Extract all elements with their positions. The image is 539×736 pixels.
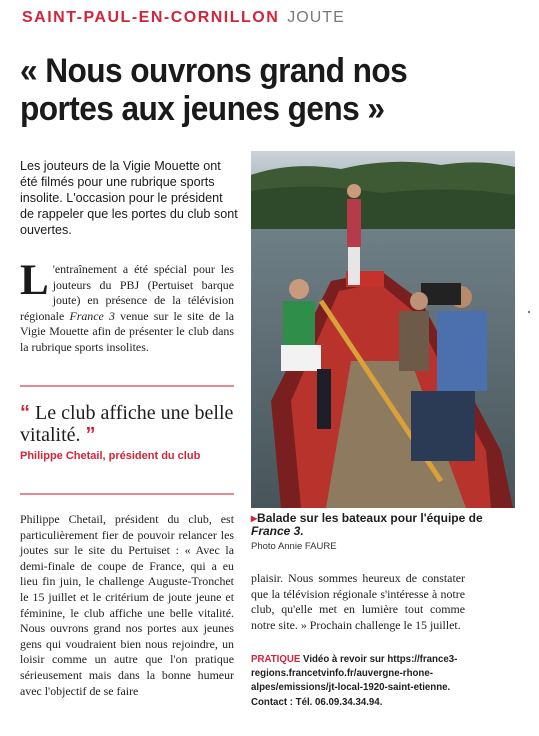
pull-quote-body (20, 402, 240, 446)
photo-boat-france3 (251, 151, 515, 508)
page-mark (528, 311, 530, 313)
photo-illustration (251, 151, 515, 508)
headline-line-1: « Nous ouvrons grand nos (20, 52, 408, 90)
divider-bottom (20, 493, 234, 495)
close-quote-mark: ” (85, 424, 96, 446)
pull-quote (20, 402, 240, 462)
paragraph-1-channel: France 3 (69, 308, 115, 323)
caption-arrow-icon: ▸ (251, 511, 258, 525)
caption-channel: France 3. (251, 524, 304, 538)
pull-quote-author: Philippe Chetail, président du club (20, 450, 201, 462)
paragraph-1-text: 'entraînement a été spécial pour les jouteurs du PBJ (Pertuiset barque joute) en présence de la télévision régionale (20, 262, 234, 323)
photo-caption (251, 512, 515, 553)
headline-line-2: portes aux jeunes gens » (20, 90, 385, 128)
lead-paragraph: Les jouteurs de la Vigie Mouette ont été filmés pour une rubrique sports insolite. L'occasion pour le président de rappeler que les portes du club sont ouvertes. (20, 159, 238, 237)
pull-quote-text: Le club affiche une belle vitalité. (20, 402, 234, 446)
body-paragraph-1 (20, 257, 234, 356)
caption-main (251, 512, 515, 538)
headline (20, 52, 490, 128)
open-quote-mark: “ (20, 402, 30, 424)
divider-top (20, 385, 234, 387)
photo-credit: Photo Annie FAURE (251, 541, 337, 552)
caption-text: Balade sur les bateaux pour l'équipe de (257, 511, 483, 525)
paragraph-1-text-after: venue sur le site de la Vigie Mouette afin de présenter le club dans la rubrique sports insolites. (20, 308, 234, 354)
drop-cap: L (20, 257, 49, 304)
kicker-location: SAINT-PAUL-EN-CORNILLON (22, 9, 280, 26)
body-paragraph-3: plaisir. Nous sommes heureux de constater que la télévision régionale s'intéresse à notre club, qu'elle met en lumière tout comme notre site. » Prochain challenge le 15 juillet. (251, 571, 465, 632)
section-kicker (22, 9, 345, 27)
body-paragraph-2: Philippe Chetail, président du club, est particulièrement fier de pouvoir relancer les joutes sur le site du Pertuiset : « Avec la demi-finale de coupe de France, qui a eu lieu fin juin, le challenge Auguste-Tronchet le 15 juillet et le critérium de joute jeune et féminine, le club affiche une belle vitalité. Nous ouvrons grand nos portes aux jeunes gens qui voudraient bien nous rejoindre, un loisir comme un autre que l'on pratique sérieusement mais dans la bonne humeur avec l'objectif de se faire (20, 512, 234, 698)
pratique-text: Vidéo à revoir sur https://france3-regions.francetvinfo.fr/auvergne-rhone-alpes/emissions/jt-local-1920-saint-etienne. Contact : Tél. 06.09.34.34.94. (251, 654, 458, 708)
pratique-label: PRATIQUE (251, 654, 301, 665)
kicker-category: JOUTE (287, 9, 345, 26)
pratique-box (251, 653, 465, 710)
